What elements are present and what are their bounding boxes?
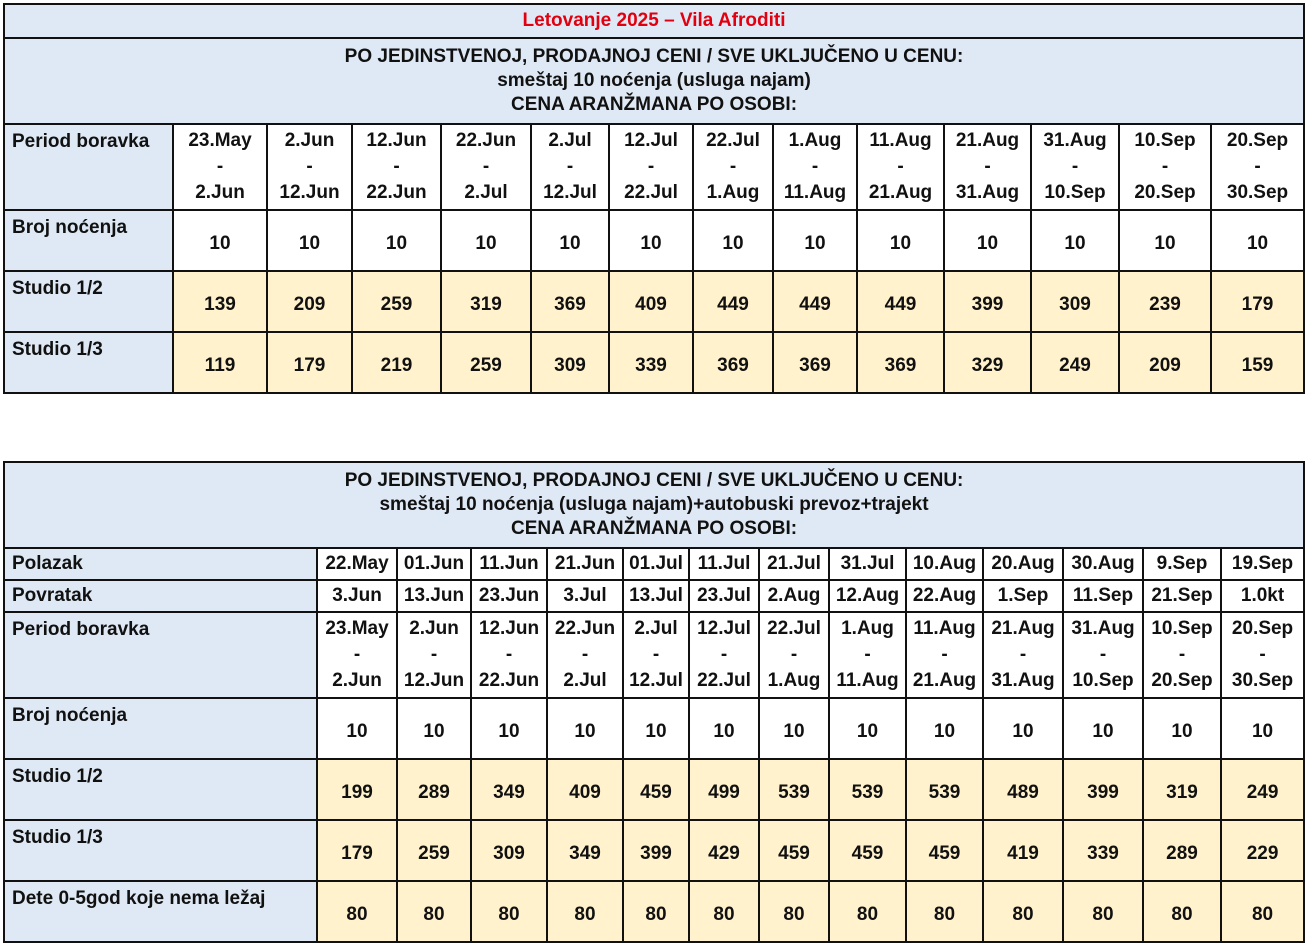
price-cell: 449 (693, 271, 773, 332)
price-cell: 139 (173, 271, 267, 332)
price-cell: 209 (1119, 332, 1211, 393)
price-cell: 539 (906, 759, 983, 820)
departure-date: 21.Jun (547, 548, 623, 580)
row-label: Broj noćenja (4, 698, 317, 759)
period-from: 21.Aug (991, 618, 1055, 639)
period-to: 10.Sep (1072, 670, 1134, 691)
price-cell: 219 (352, 332, 441, 393)
price-cell: 489 (983, 759, 1063, 820)
row-label: Studio 1/3 (4, 820, 317, 881)
price-cell: 309 (1031, 271, 1119, 332)
price-cell: 10 (944, 210, 1031, 271)
period-to: 12.Jul (543, 182, 597, 203)
price-cell: 429 (689, 820, 759, 881)
price-cell: 10 (1211, 210, 1304, 271)
period-from: 1.Aug (788, 130, 842, 151)
period-sep: - (505, 644, 513, 665)
period-from: 20.Sep (1226, 130, 1289, 151)
return-date: 3.Jun (317, 580, 397, 612)
return-date: 12.Aug (829, 580, 906, 612)
period-sep: - (811, 156, 819, 177)
price-cell: 459 (759, 820, 829, 881)
period-from: 23.May (325, 618, 389, 639)
period-cell (906, 612, 983, 698)
departure-date: 21.Jul (759, 548, 829, 580)
period-cell (352, 124, 441, 210)
departure-date: 11.Jun (471, 548, 547, 580)
period-cell (1063, 612, 1143, 698)
row-label: Broj noćenja (4, 210, 173, 271)
price-cell: 80 (471, 881, 547, 942)
price-cell: 80 (906, 881, 983, 942)
period-cell (983, 612, 1063, 698)
period-to: 11.Aug (836, 670, 899, 691)
price-cell: 539 (829, 759, 906, 820)
price-cell: 10 (471, 698, 547, 759)
price-cell: 80 (397, 881, 471, 942)
price-cell: 349 (471, 759, 547, 820)
period-cell (1119, 124, 1211, 210)
return-date: 2.Aug (759, 580, 829, 612)
price-cell: 10 (759, 698, 829, 759)
price-cell: 10 (1063, 698, 1143, 759)
price-cell: 409 (547, 759, 623, 820)
table2-banner-line: CENA ARANŽMANA PO OSOBI: (511, 518, 798, 539)
return-date: 23.Jul (689, 580, 759, 612)
table1-banner-line: smeštaj 10 noćenja (usluga najam) (497, 70, 811, 91)
period-from: 21.Aug (955, 130, 1020, 151)
povratak-label: Povratak (4, 580, 317, 612)
period-cell (944, 124, 1031, 210)
price-cell: 249 (1031, 332, 1119, 393)
period-from: 10.Sep (1151, 618, 1213, 639)
price-cell: 289 (397, 759, 471, 820)
price-cell: 80 (1143, 881, 1221, 942)
price-cell: 10 (317, 698, 397, 759)
period-sep: - (430, 644, 438, 665)
price-cell: 10 (1119, 210, 1211, 271)
departure-date: 9.Sep (1143, 548, 1221, 580)
price-cell: 319 (1143, 759, 1221, 820)
price-table-accommodation (3, 3, 1305, 394)
table2-banner-line: smeštaj 10 noćenja (usluga najam)+autobuski prevoz+trajekt (379, 494, 929, 515)
price-cell: 179 (317, 820, 397, 881)
price-cell: 80 (983, 881, 1063, 942)
price-cell: 399 (944, 271, 1031, 332)
table-row (4, 124, 1304, 210)
price-cell: 10 (1221, 698, 1304, 759)
departure-date: 22.May (317, 548, 397, 580)
period-cell (759, 612, 829, 698)
period-to: 22.Jun (478, 670, 540, 691)
period-to: 2.Jul (563, 670, 607, 691)
period-cell (829, 612, 906, 698)
table-row (4, 271, 1304, 332)
price-cell: 369 (857, 332, 944, 393)
period-sep: - (1099, 644, 1107, 665)
return-date: 13.Jun (397, 580, 471, 612)
price-cell: 10 (689, 698, 759, 759)
return-date: 21.Sep (1143, 580, 1221, 612)
price-cell: 499 (689, 759, 759, 820)
price-cell: 369 (773, 332, 857, 393)
period-cell (1031, 124, 1119, 210)
table1-banner-line: PO JEDINSTVENOJ, PRODAJNOJ CENI / SVE UKLJUČENO U CENU: (344, 46, 964, 67)
price-cell: 10 (267, 210, 352, 271)
departure-date: 01.Jun (397, 548, 471, 580)
period-from: 2.Jul (634, 618, 678, 639)
period-to: 22.Jun (366, 182, 427, 203)
price-cell: 369 (693, 332, 773, 393)
period-to: 1.Aug (767, 670, 821, 691)
table1-banner-line: CENA ARANŽMANA PO OSOBI: (510, 94, 798, 115)
table1-banner (4, 38, 1304, 124)
price-cell: 349 (547, 820, 623, 881)
price-cell: 259 (441, 332, 531, 393)
period-sep: - (1254, 156, 1261, 177)
period-sep: - (1178, 644, 1186, 665)
price-cell: 10 (173, 210, 267, 271)
period-cell (857, 124, 944, 210)
period-from: 12.Jul (697, 618, 751, 639)
period-from: 2.Jul (548, 130, 592, 151)
period-to: 1.Aug (706, 182, 760, 203)
period-sep: - (647, 156, 655, 177)
price-cell: 10 (906, 698, 983, 759)
table2-banner (4, 462, 1304, 548)
price-cell: 119 (173, 332, 267, 393)
return-date: 22.Aug (906, 580, 983, 612)
price-cell: 80 (689, 881, 759, 942)
period-sep: - (1019, 644, 1027, 665)
departure-date: 31.Jul (829, 548, 906, 580)
departure-date: 11.Jul (689, 548, 759, 580)
period-from: 2.Jun (409, 618, 459, 639)
period-from: 12.Jun (478, 618, 540, 639)
price-cell: 10 (441, 210, 531, 271)
price-cell: 239 (1119, 271, 1211, 332)
period-to: 22.Jul (624, 182, 678, 203)
price-cell: 10 (547, 698, 623, 759)
period-cell (531, 124, 609, 210)
period-to: 12.Jul (629, 670, 683, 691)
table-row (4, 612, 1304, 698)
price-cell: 80 (623, 881, 689, 942)
period-from: 23.May (188, 130, 252, 151)
price-cell: 399 (623, 820, 689, 881)
period-sep: - (1259, 644, 1266, 665)
price-cell: 409 (609, 271, 693, 332)
price-cell: 309 (531, 332, 609, 393)
price-cell: 419 (983, 820, 1063, 881)
period-sep: - (652, 644, 660, 665)
departure-date: 20.Aug (983, 548, 1063, 580)
price-cell: 10 (983, 698, 1063, 759)
period-sep: - (216, 156, 224, 177)
period-cell (441, 124, 531, 210)
period-to: 21.Aug (912, 670, 977, 691)
period-sep: - (482, 156, 490, 177)
table-row (4, 759, 1304, 820)
price-cell: 10 (397, 698, 471, 759)
price-cell: 10 (693, 210, 773, 271)
table-row (4, 332, 1304, 393)
price-cell: 449 (857, 271, 944, 332)
price-cell: 229 (1221, 820, 1304, 881)
period-from: 31.Aug (1071, 618, 1135, 639)
return-date: 1.Sep (983, 580, 1063, 612)
period-sep: - (729, 156, 737, 177)
polazak-label: Polazak (4, 548, 317, 580)
table2-banner-line: PO JEDINSTVENOJ, PRODAJNOJ CENI / SVE UKLJUČENO U CENU: (344, 470, 964, 491)
period-sep: - (566, 156, 574, 177)
price-cell: 80 (759, 881, 829, 942)
period-cell (609, 124, 693, 210)
price-cell: 259 (352, 271, 441, 332)
return-date: 11.Sep (1063, 580, 1143, 612)
period-to: 31.Aug (991, 670, 1055, 691)
period-from: 12.Jul (624, 130, 678, 151)
period-cell (623, 612, 689, 698)
period-to: 2.Jul (464, 182, 508, 203)
period-sep: - (353, 644, 361, 665)
price-cell: 80 (317, 881, 397, 942)
period-from: 22.Jun (554, 618, 616, 639)
period-cell (547, 612, 623, 698)
price-cell: 80 (829, 881, 906, 942)
page-title: Letovanje 2025 – Vila Afroditi (4, 4, 1304, 38)
price-cell: 309 (471, 820, 547, 881)
price-cell: 80 (547, 881, 623, 942)
table-row (4, 881, 1304, 942)
price-cell: 10 (623, 698, 689, 759)
period-sep: - (393, 156, 400, 177)
price-cell: 459 (906, 820, 983, 881)
row-label: Studio 1/2 (4, 759, 317, 820)
price-cell: 459 (829, 820, 906, 881)
period-cell (1221, 612, 1304, 698)
price-cell: 80 (1221, 881, 1304, 942)
price-cell: 259 (397, 820, 471, 881)
period-to: 10.Sep (1044, 182, 1106, 203)
period-from: 1.Aug (841, 618, 894, 639)
price-cell: 159 (1211, 332, 1304, 393)
period-from: 2.Jun (284, 130, 335, 151)
return-date: 23.Jun (471, 580, 547, 612)
table-row (4, 210, 1304, 271)
period-sep: - (897, 156, 904, 177)
period-from: 22.Jul (706, 130, 760, 151)
price-cell: 80 (1063, 881, 1143, 942)
price-cell: 10 (1031, 210, 1119, 271)
price-cell: 329 (944, 332, 1031, 393)
period-sep: - (581, 644, 589, 665)
price-cell: 539 (759, 759, 829, 820)
price-cell: 289 (1143, 820, 1221, 881)
price-cell: 199 (317, 759, 397, 820)
row-label: Studio 1/3 (4, 332, 173, 393)
return-date: 3.Jul (547, 580, 623, 612)
period-to: 12.Jun (279, 182, 340, 203)
period-to: 20.Sep (1151, 670, 1213, 691)
price-cell: 249 (1221, 759, 1304, 820)
period-sep: - (1161, 156, 1169, 177)
departure-date: 30.Aug (1063, 548, 1143, 580)
period-from: 22.Jun (455, 130, 517, 151)
price-cell: 10 (609, 210, 693, 271)
period-from: 22.Jul (767, 618, 821, 639)
period-to: 2.Jun (332, 670, 382, 691)
price-cell: 399 (1063, 759, 1143, 820)
period-cell (689, 612, 759, 698)
price-cell: 209 (267, 271, 352, 332)
period-sep: - (864, 644, 871, 665)
period-label: Period boravka (4, 124, 173, 210)
period-to: 30.Sep (1231, 670, 1294, 691)
price-cell: 369 (531, 271, 609, 332)
period-cell (1143, 612, 1221, 698)
period-cell (267, 124, 352, 210)
period-cell (317, 612, 397, 698)
table-row (4, 820, 1304, 881)
departure-date: 01.Jul (623, 548, 689, 580)
price-cell: 339 (1063, 820, 1143, 881)
period-label: Period boravka (4, 612, 317, 698)
period-from: 12.Jun (366, 130, 427, 151)
price-cell: 10 (531, 210, 609, 271)
price-cell: 179 (1211, 271, 1304, 332)
period-to: 11.Aug (783, 182, 847, 203)
departure-date: 10.Aug (906, 548, 983, 580)
price-cell: 319 (441, 271, 531, 332)
period-sep: - (1071, 156, 1079, 177)
period-cell (773, 124, 857, 210)
period-sep: - (941, 644, 948, 665)
table-row (4, 580, 1304, 612)
period-cell (1211, 124, 1304, 210)
period-from: 31.Aug (1043, 130, 1107, 151)
period-to: 12.Jun (403, 670, 465, 691)
price-cell: 10 (352, 210, 441, 271)
price-cell: 449 (773, 271, 857, 332)
period-to: 30.Sep (1226, 182, 1289, 203)
period-from: 11.Aug (869, 130, 932, 151)
period-sep: - (790, 644, 798, 665)
departure-date: 19.Sep (1221, 548, 1304, 580)
period-from: 10.Sep (1134, 130, 1196, 151)
price-cell: 459 (623, 759, 689, 820)
return-date: 1.0kt (1221, 580, 1304, 612)
price-cell: 10 (1143, 698, 1221, 759)
period-from: 20.Sep (1231, 618, 1294, 639)
period-sep: - (720, 644, 728, 665)
return-date: 13.Jul (623, 580, 689, 612)
row-label: Studio 1/2 (4, 271, 173, 332)
period-to: 22.Jul (697, 670, 751, 691)
price-table-with-transport (3, 461, 1305, 943)
period-cell (471, 612, 547, 698)
price-cell: 10 (829, 698, 906, 759)
period-from: 11.Aug (913, 618, 976, 639)
price-cell: 10 (773, 210, 857, 271)
period-to: 21.Aug (868, 182, 933, 203)
price-cell: 339 (609, 332, 693, 393)
period-cell (693, 124, 773, 210)
table-row (4, 698, 1304, 759)
price-cell: 10 (857, 210, 944, 271)
period-to: 20.Sep (1134, 182, 1196, 203)
price-cell: 179 (267, 332, 352, 393)
table-row (4, 548, 1304, 580)
period-to: 2.Jun (195, 182, 245, 203)
period-cell (397, 612, 471, 698)
period-sep: - (306, 156, 313, 177)
period-cell (173, 124, 267, 210)
row-label: Dete 0-5god koje nema ležaj (4, 881, 317, 942)
period-to: 31.Aug (955, 182, 1020, 203)
period-sep: - (984, 156, 991, 177)
